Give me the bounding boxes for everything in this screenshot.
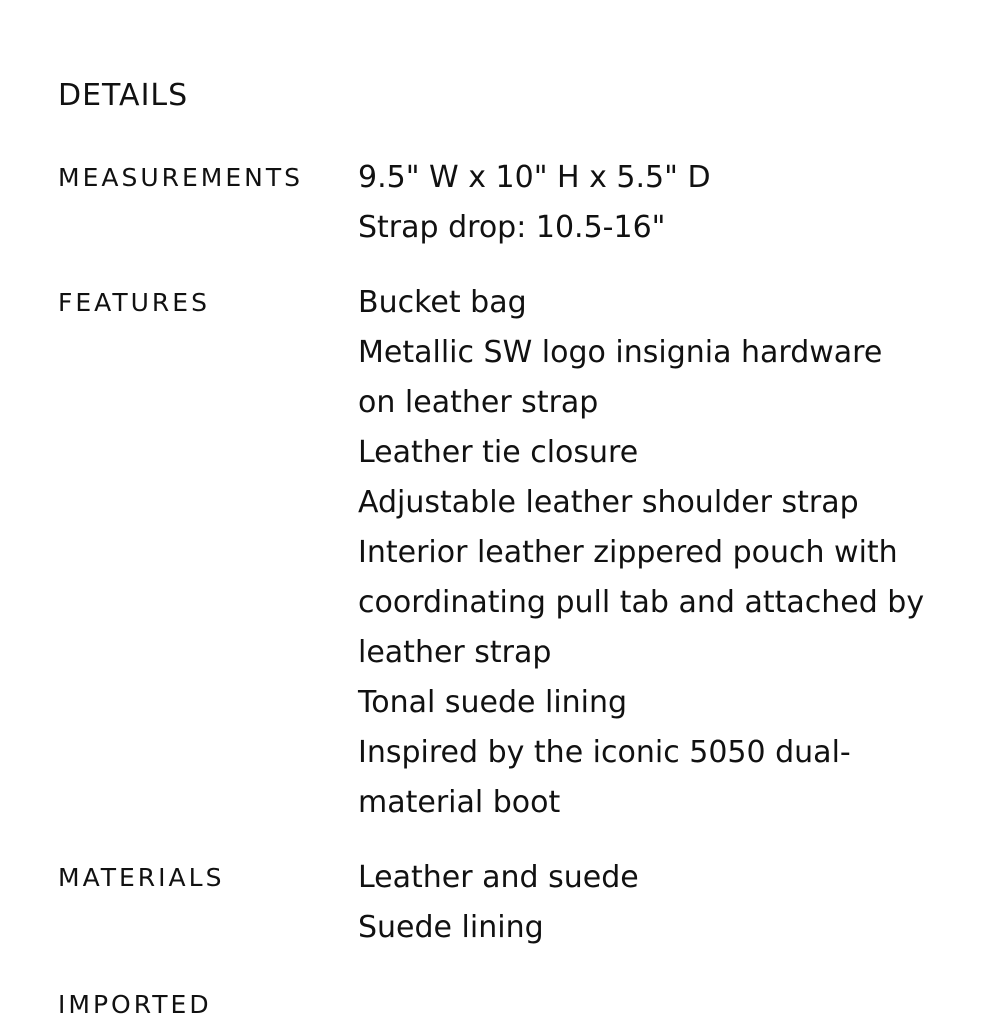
feature-line: on leather strap (358, 385, 599, 420)
features-values (358, 278, 938, 828)
material-line: Leather and suede (358, 860, 639, 895)
measurements-label: MEASUREMENTS (58, 163, 304, 192)
feature-line: material boot (358, 785, 561, 820)
feature-line: Tonal suede lining (358, 685, 628, 720)
feature-line: Adjustable leather shoulder strap (358, 485, 859, 520)
details-heading: DETAILS (58, 78, 189, 113)
measurements-values (358, 153, 938, 253)
features-label: FEATURES (58, 288, 210, 317)
feature-line: Metallic SW logo insignia hardware (358, 335, 883, 370)
feature-line: Interior leather zippered pouch with (358, 535, 898, 570)
feature-line: leather strap (358, 635, 552, 670)
feature-line: coordinating pull tab and attached by (358, 585, 925, 620)
measurement-line: 9.5" W x 10" H x 5.5" D (358, 160, 711, 195)
materials-values (358, 853, 938, 953)
materials-label: MATERIALS (58, 863, 225, 892)
feature-line: Leather tie closure (358, 435, 639, 470)
material-line: Suede lining (358, 910, 544, 945)
measurement-line: Strap drop: 10.5-16" (358, 210, 666, 245)
feature-line: Bucket bag (358, 285, 527, 320)
imported-label: IMPORTED (58, 990, 212, 1019)
feature-line: Inspired by the iconic 5050 dual- (358, 735, 851, 770)
